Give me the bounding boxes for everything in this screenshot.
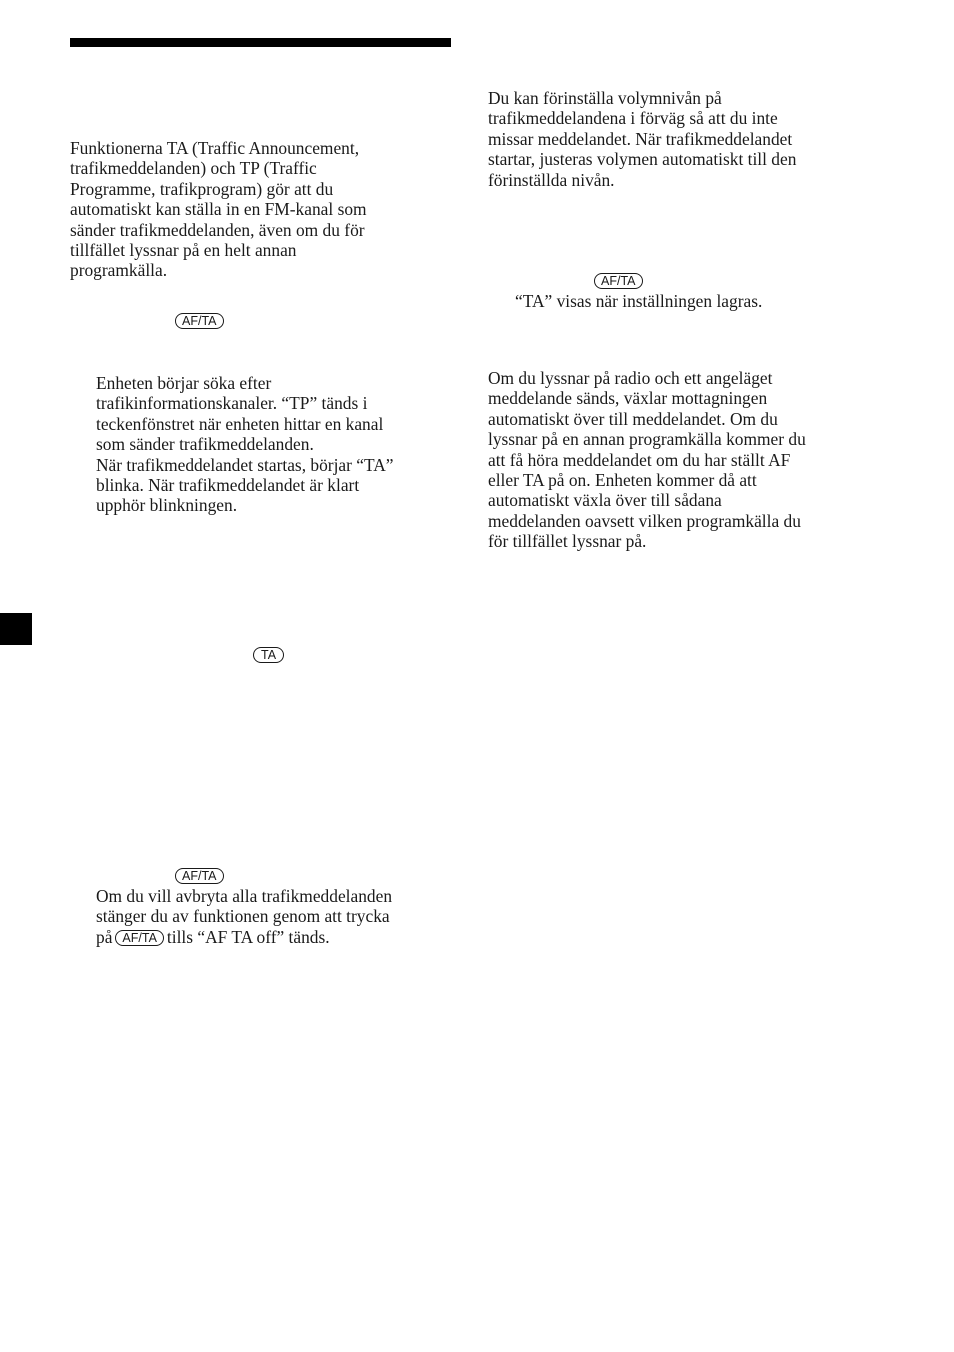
step-description (96, 373, 394, 516)
text-line: för tillfället lyssnar på. (488, 531, 647, 552)
text-line: tillfället lyssnar på en helt annan (70, 240, 297, 261)
text-line: blinka. När trafikmeddelandet är klart (96, 475, 360, 496)
text-line: meddelande sänds, växlar mottagningen (488, 388, 768, 409)
text-line: Programme, trafikprogram) gör att du (70, 178, 334, 199)
text-line: upphör blinkningen. (96, 495, 238, 516)
text-line: lyssnar på en annan programkälla kommer du (488, 429, 806, 450)
text-line (96, 927, 392, 947)
af-ta-button-label: AF/TA (594, 273, 643, 289)
text-fragment: på (96, 926, 113, 947)
text-line: missar meddelandet. När trafikmeddelandet (488, 128, 793, 149)
text-line: Funktionerna TA (Traffic Announcement, (70, 138, 360, 158)
cancel-paragraph (96, 886, 392, 947)
text-line: programkälla. (70, 260, 168, 281)
text-line: sänder trafikmeddelanden, även om du för (70, 219, 365, 240)
af-ta-button-label: AF/TA (115, 930, 164, 946)
ta-button-label: TA (253, 647, 284, 663)
text-line: Enheten börjar söka efter (96, 373, 272, 393)
text-line: Du kan förinställa volymnivån på (488, 88, 722, 108)
text-line: stänger du av funktionen genom att trycka (96, 906, 390, 927)
stored-note (515, 291, 762, 311)
text-line: meddelanden oavsett vilken programkälla du (488, 510, 801, 531)
text-line: När trafikmeddelandet startas, börjar “TA” (96, 454, 394, 475)
text-line: eller TA på on. Enheten kommer då att (488, 470, 757, 491)
text-line: Om du vill avbryta alla trafikmeddelanden (96, 886, 393, 906)
text-line: startar, justeras volymen automatiskt till den (488, 149, 797, 170)
af-ta-button-label: AF/TA (175, 313, 224, 329)
text-line: som sänder trafikmeddelanden. (96, 434, 314, 455)
af-ta-button-label: AF/TA (175, 868, 224, 884)
text-line: “TA” visas när inställningen lagras. (515, 291, 763, 311)
text-fragment: tills “AF TA off” tänds. (166, 926, 330, 947)
volume-paragraph (488, 88, 796, 190)
chapter-tab-marker (0, 613, 32, 645)
text-line: förinställda nivån. (488, 169, 615, 190)
text-line: trafikmeddelandena i förväg så att du inte (488, 108, 778, 129)
text-line: automatiskt växla över till sådana (488, 490, 722, 511)
text-line: att få höra meddelandet om du har ställt AF (488, 449, 791, 470)
text-line: teckenfönstret när enheten hittar en kanal (96, 413, 384, 434)
intro-paragraph (70, 138, 367, 281)
emergency-paragraph (488, 368, 806, 552)
text-line: trafikinformationskanaler. “TP” tänds i (96, 393, 368, 414)
section-heading-rule (70, 38, 451, 47)
text-line: automatiskt över till meddelandet. Om du (488, 408, 778, 429)
text-line: automatiskt kan ställa in en FM-kanal som (70, 199, 367, 220)
text-line: Om du lyssnar på radio och ett angeläget (488, 368, 773, 388)
text-line: trafikmeddelanden) och TP (Traffic (70, 158, 317, 179)
